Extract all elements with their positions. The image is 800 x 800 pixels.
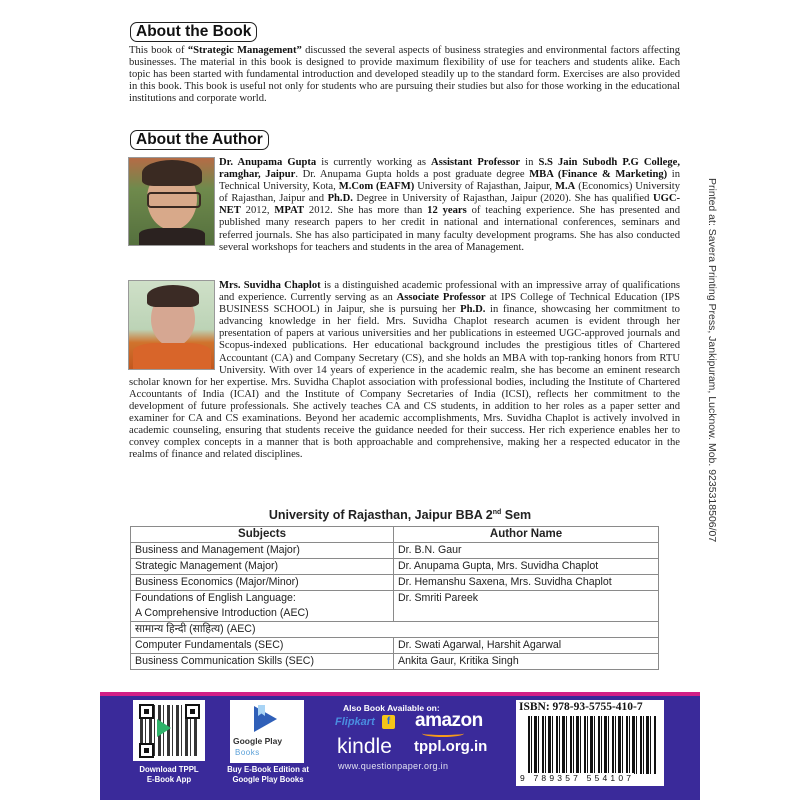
google-play-caption: [218, 765, 318, 784]
caption-line: Download TPPL: [139, 765, 199, 774]
qr-finder: [185, 704, 200, 719]
author-cell: Ankita Gaur, Kritika Singh: [394, 654, 659, 670]
photo-float-spacer: [129, 157, 219, 254]
subject-cell: Strategic Management (Major): [131, 559, 394, 575]
text: of teaching experience. She has presented and published many research papers to her credit in national and international conferences, seminars and referred journals. She has also participated in many faculty development programs. She has also conducted several workshops for teachers and students in the area of Management.: [219, 205, 680, 253]
table-header-row: [131, 527, 659, 543]
isbn-label: ISBN: 978-93-5755-410-7: [519, 701, 643, 713]
bold-text: Associate Professor: [396, 292, 486, 304]
title-sup: nd: [492, 508, 502, 516]
available-on-title: Also Book Available on:: [343, 703, 440, 713]
syllabus-table-title: [130, 508, 670, 522]
barcode-digits: 9 789357 554107: [520, 773, 635, 783]
text: This book of: [129, 45, 188, 56]
author-cell: Dr. Hemanshu Saxena, Mrs. Suvidha Chaplot: [394, 575, 659, 591]
table-row: [131, 575, 659, 591]
text: Degree in University of Rajasthan, Jaipur (2020). She has qualified: [352, 193, 653, 205]
qr-finder: [139, 743, 154, 758]
google-play-title: Google Play: [233, 736, 283, 746]
table-row: [131, 543, 659, 559]
text: in: [520, 157, 539, 168]
bold-text: UGC-NET: [219, 193, 681, 217]
photo-float-spacer: [129, 280, 219, 376]
author1-bio: [129, 157, 680, 254]
caption-line: Buy E-Book Edition at: [227, 765, 309, 774]
questionpaper-link[interactable]: www.questionpaper.org.in: [338, 761, 449, 771]
text: in Technical University, Kota,: [219, 169, 681, 193]
author1-name: Dr. Anupama Gupta: [219, 157, 317, 168]
qr-code[interactable]: [133, 700, 205, 761]
text: is a distinguished academic professional with an impressive array of qualifications and experience. Currently serving as an: [219, 280, 680, 304]
subject-cell: Business Economics (Major/Minor): [131, 575, 394, 591]
author-cell: Dr. Smriti Pareek: [394, 591, 659, 622]
text: at IPS College of Technical Education (IPS BUSINESS SCHOOL) in Jaipur, she is pursuing her: [219, 292, 681, 316]
text: . Dr. Anupama Gupta holds a post graduate degree: [295, 169, 530, 181]
google-play-books-logo[interactable]: [230, 700, 304, 763]
book-title: “Strategic Management”: [187, 45, 302, 56]
play-store-icon: [157, 719, 171, 737]
printer-imprint: [704, 178, 724, 598]
subject-line: A Comprehensive Introduction (AEC): [135, 607, 309, 619]
about-book-paragraph: [129, 45, 680, 105]
bold-text: S.S Jain Subodh P.G College, ramghar, Jaipur: [219, 157, 681, 181]
subject-cell: Business Communication Skills (SEC): [131, 654, 394, 670]
author2-bio-text: [129, 280, 680, 461]
table-row: [131, 622, 659, 638]
header-subjects: Subjects: [131, 527, 394, 543]
author2-bio: [129, 280, 680, 461]
about-book-heading: About the Book: [130, 22, 257, 42]
google-play-books-icon: [250, 705, 280, 733]
isbn-barcode-box: [516, 700, 664, 786]
table-row: [131, 654, 659, 670]
caption-line: Google Play Books: [232, 774, 304, 784]
book-back-cover: [100, 0, 718, 800]
subject-cell: Computer Fundamentals (SEC): [131, 638, 394, 654]
tppl-link[interactable]: tppl.org.in: [414, 738, 488, 755]
table-row: [131, 638, 659, 654]
author2-name: Mrs. Suvidha Chaplot: [219, 280, 321, 291]
author-cell: Dr. Swati Agarwal, Harshit Agarwal: [394, 638, 659, 654]
header-author-name: Author Name: [394, 527, 659, 543]
kindle-logo[interactable]: kindle: [337, 735, 392, 758]
subject-cell: [131, 591, 394, 622]
title-text: University of Rajasthan, Jaipur BBA 2: [268, 508, 493, 522]
flipkart-logo[interactable]: Flipkart: [335, 716, 375, 728]
text: discussed the several aspects of business strategies and environmental factors affecting businesses. The material in this book is designed to provide maximum flexibility of use for teachers and students alike. Each topic has been started with fundamental introduction and developed steadily up to the standard form. Exercises are also provided in this book. This book is useful not only for students who are pursuing their studies but also for those working in the educational institutions and corporate world.: [129, 45, 681, 105]
table-row: [131, 559, 659, 575]
text: is currently working as: [316, 157, 432, 168]
amazon-logo[interactable]: amazon: [415, 710, 483, 731]
bold-text: M.Com (EAFM): [338, 181, 415, 193]
table-row: [131, 591, 659, 622]
bold-text: Ph.D.: [460, 304, 486, 316]
text: 2012. She has more than: [304, 205, 428, 217]
bold-text: M.A: [555, 181, 576, 193]
footer-band: [100, 692, 700, 800]
title-text: Sem: [501, 508, 532, 522]
text: (Economics) University of Rajasthan, Jaipur and: [219, 181, 681, 205]
author1-bio-text: [129, 157, 680, 254]
subject-cell: सामान्य हिन्दी (साहित्य) (AEC): [131, 622, 659, 638]
text: in finance, showcasing her commitment to advancing knowledge in her field. Mrs. Suvidha Chaplot research acumen is evident through her presentation of papers at various universities and her publications in esteemed UGC-approved journals and Scopus-indexed publications. Her educational background includes the prestigious titles of Chartered Accountant (CA) and Company Secretary (CS), and she holds an MBA with top-ranking honors from RTU University. With over 14 years of experience in the academic realm, she has become an eminent research scholar known for her expertise. Mrs. Suvidha Chaplot association with professional bodies, including the Institute of Chartered Accountants of India (ICAI) and the Institute of Company Secretaries of India (ICSI), reflects her commitment to the development of future professionals. She actively teaches CA and CS students, in addition to her roles as a paper setter and examiner for CA and CS examinations. Beyond her academic accomplishments, Mrs. Suvidha Chaplot is actively involved in academic counseling, ensuring that students receive the guidance needed for their success. Her rich experience enables her to convey complex concepts in a manner that is both approachable and comprehensive, making her a respected educator in the realms of finance and related disciplines.: [129, 304, 680, 461]
text: 2012,: [240, 205, 275, 217]
author-cell: Dr. B.N. Gaur: [394, 543, 659, 559]
subject-line: Foundations of English Language:: [135, 592, 296, 604]
amazon-smile-icon: [422, 730, 464, 737]
google-play-sub: Books: [235, 748, 260, 757]
qr-caption: [126, 765, 212, 784]
imprint-text: Printed at: Savera Printing Press, Jankipuram, Lucknow. Mob. 9235318506/07: [706, 178, 718, 543]
bold-text: Assistant Professor: [431, 157, 521, 168]
flipkart-bag-icon: f: [382, 715, 395, 729]
about-author-heading: About the Author: [130, 130, 269, 150]
caption-line: E-Book App: [146, 774, 192, 784]
bold-text: MPAT: [274, 205, 305, 217]
author-cell: Dr. Anupama Gupta, Mrs. Suvidha Chaplot: [394, 559, 659, 575]
barcode: [528, 716, 656, 774]
footer-stripe: [100, 692, 700, 696]
bold-text: MBA (Finance & Marketing): [529, 169, 668, 181]
text: University of Rajasthan, Jaipur,: [414, 181, 556, 193]
bold-text: 12 years: [427, 205, 467, 217]
bold-text: Ph.D.: [327, 193, 353, 205]
qr-finder: [139, 704, 154, 719]
subject-cell: Business and Management (Major): [131, 543, 394, 559]
syllabus-table: [130, 526, 659, 670]
